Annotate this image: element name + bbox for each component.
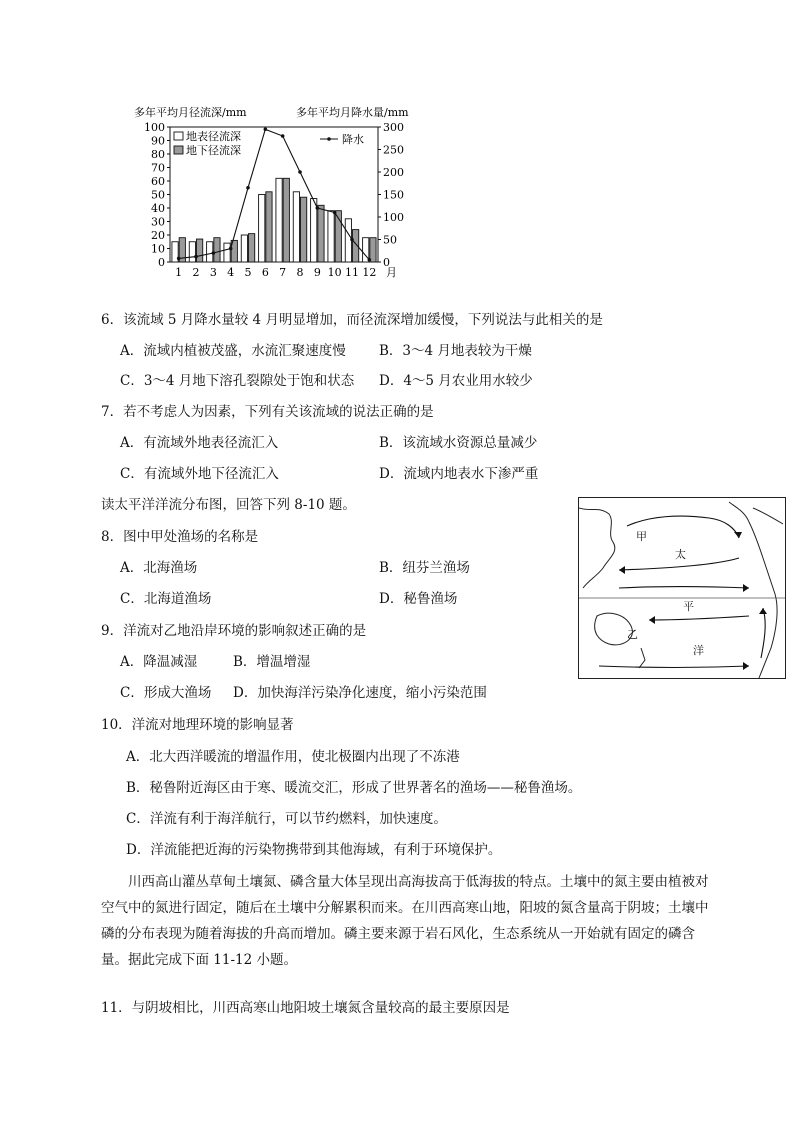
q10-option-b[interactable]: B．秘鲁附近海区由于寒、暖流交汇，形成了世界著名的渔场——秘鲁渔场。 (126, 780, 582, 796)
q10-option-c[interactable]: C．洋流有利于海洋航行，可以节约燃料，加快速度。 (126, 811, 447, 827)
bar-surface-runoff (189, 242, 195, 262)
arrow-head-6 (759, 608, 767, 614)
right-tick-label: 300 (383, 121, 404, 134)
bar-ground-runoff (197, 239, 203, 262)
q6-option-c[interactable]: C．3～4 月地下溶孔裂隙处于饱和状态 (120, 373, 355, 389)
peru-current (761, 608, 765, 658)
intro-8-10: 读太平洋洋流分布图，回答下列 8-10 题。 (101, 497, 356, 513)
precipitation-point (212, 251, 216, 255)
left-tick-label: 0 (158, 256, 165, 269)
left-tick-label: 100 (144, 121, 165, 134)
left-tick-label: 50 (151, 188, 165, 202)
alaska-coast (753, 508, 783, 524)
q7-option-c[interactable]: C．有流域外地下径流汇入 (120, 466, 279, 482)
bar-ground-runoff (283, 178, 289, 262)
runoff-precipitation-chart (120, 100, 420, 300)
legend-swatch-surface (174, 132, 183, 140)
x-tick-label: 1 (175, 266, 183, 279)
q11-stem: 11．与阴坡相比，川西高寒山地阳坡土壤氮含量较高的最主要原因是 (101, 1000, 510, 1016)
precipitation-point (368, 258, 372, 262)
x-tick-label: 8 (296, 266, 304, 279)
precipitation-point (246, 186, 250, 190)
left-tick-label: 80 (151, 148, 165, 161)
left-tick-label: 30 (151, 215, 165, 229)
passage-11-12: 川西高山灌丛草甸土壤氮、磷含量大体呈现出高海拔高于低海拔的特点。土壤中的氮主要由植被对空气中的氮进行固定，随后在土壤中分解累积而来。在川西高寒山地，阳坡的氮含量高于阴坡；土壤中磷的分布表现为随着海拔的升高而增加。磷主要来源于岩石风化，生态系统从一开始就有固定的磷含量。据此完成下面 11-12 小题。 (101, 874, 709, 968)
right-axis-label: 多年平均月降水量/mm (296, 106, 409, 119)
arrow-head-4 (649, 616, 655, 624)
q8-option-b[interactable]: B．纽芬兰渔场 (379, 560, 470, 576)
bar-surface-runoff (207, 242, 213, 262)
arrow-head-2 (619, 566, 625, 574)
arrow-head-3 (743, 584, 749, 592)
bar-surface-runoff (293, 192, 299, 262)
left-axis-label: 多年平均月径流深/mm (134, 106, 247, 119)
americas-coast (729, 502, 777, 678)
q8-stem: 8．图中甲处渔场的名称是 (101, 529, 259, 545)
map-label-ping: 平 (683, 600, 694, 613)
q7-stem: 7．若不考虑人为因素，下列有关该流域的说法正确的是 (101, 404, 434, 420)
bar-surface-runoff (328, 211, 334, 262)
legend-ground-label: 地下径流深 (186, 144, 241, 157)
map-svg (579, 498, 785, 678)
map-label-yi: 乙 (627, 628, 638, 641)
bar-surface-runoff (276, 178, 282, 262)
bar-ground-runoff (370, 238, 376, 262)
precipitation-point (316, 206, 320, 210)
right-tick-label: 50 (383, 233, 397, 247)
left-tick-label: 20 (151, 229, 165, 242)
q10-option-a[interactable]: A．北大西洋暖流的增温作用，使北极圈内出现了不冻港 (126, 749, 460, 765)
bar-ground-runoff (266, 192, 272, 262)
q8-option-c[interactable]: C．北海道渔场 (120, 591, 212, 607)
q6-option-d[interactable]: D．4～5 月农业用水较少 (379, 373, 533, 389)
right-tick-label: 200 (383, 166, 404, 179)
precipitation-point (229, 247, 233, 251)
left-tick-label: 70 (151, 161, 165, 175)
south-equatorial-current (649, 616, 749, 620)
bar-surface-runoff (241, 235, 247, 262)
q7-option-d[interactable]: D．流域内地表水下渗严重 (379, 466, 539, 482)
precipitation-point (350, 238, 354, 242)
right-tick-label: 250 (383, 143, 404, 157)
precipitation-point (298, 170, 302, 174)
x-tick-label: 3 (209, 266, 217, 279)
left-tick-label: 40 (151, 202, 165, 215)
q7-option-a[interactable]: A．有流域外地表径流汇入 (120, 435, 279, 451)
q6-option-a[interactable]: A．流域内植被茂盛，水流汇聚速度慢 (120, 343, 346, 359)
bar-ground-runoff (301, 197, 307, 262)
chart-svg (120, 100, 420, 300)
precipitation-point (264, 127, 268, 131)
x-tick-label: 2 (192, 266, 200, 279)
q9-option-a[interactable]: A．降温减湿 (120, 654, 198, 670)
x-tick-label: 10 (327, 266, 342, 279)
precipitation-point (333, 211, 337, 215)
q9-stem: 9．洋流对乙地沿岸环境的影响叙述正确的是 (101, 623, 367, 639)
bar-surface-runoff (224, 243, 230, 262)
precipitation-point (281, 134, 285, 138)
left-tick-label: 60 (151, 175, 165, 188)
x-tick-label: 12 (362, 266, 377, 279)
bar-ground-runoff (249, 234, 255, 262)
map-label-jia: 甲 (636, 530, 647, 543)
q7-option-b[interactable]: B．该流域水资源总量减少 (379, 435, 538, 451)
arrow-head-5 (743, 662, 749, 670)
bar-surface-runoff (259, 195, 265, 263)
x-tick-label: 6 (261, 266, 269, 279)
asia-coast (579, 508, 615, 588)
legend-rain-label: 降水 (342, 133, 364, 146)
map-label-tai: 太 (675, 548, 686, 561)
bar-ground-runoff (318, 205, 324, 262)
west-wind-drift (599, 666, 749, 668)
precipitation-point (177, 257, 181, 261)
arrow-head-1 (734, 532, 742, 538)
left-tick-label: 90 (151, 134, 165, 148)
q10-option-d[interactable]: D．洋流能把近海的污染物携带到其他海域，有利于环境保护。 (126, 842, 502, 858)
right-tick-label: 100 (383, 211, 404, 224)
x-tick-label: 7 (279, 266, 287, 279)
q8-option-d[interactable]: D．秘鲁渔场 (379, 591, 458, 607)
pacific-current-map (578, 497, 786, 679)
precipitation-point (194, 255, 198, 259)
x-tick-label: 9 (313, 266, 321, 279)
q10-stem: 10．洋流对地理环境的影响显著 (101, 717, 294, 733)
x-axis-unit: 月 (386, 266, 397, 279)
q6-option-b[interactable]: B．3～4 月地表较为干燥 (379, 343, 532, 359)
q6-stem: 6．该流域 5 月降水量较 4 月明显增加，而径流深增加缓慢，下列说法与此相关的是 (101, 312, 603, 328)
left-tick-label: 10 (151, 242, 165, 256)
q8-option-a[interactable]: A．北海渔场 (120, 560, 198, 576)
legend-surface-label: 地表径流深 (186, 130, 241, 143)
new-zealand (639, 648, 645, 668)
q9-option-c[interactable]: C．形成大渔场 (120, 685, 212, 701)
bar-ground-runoff (214, 238, 220, 262)
right-tick-label: 150 (383, 188, 404, 202)
x-tick-label: 5 (244, 266, 252, 279)
q9-option-d[interactable]: D．加快海洋污染净化速度，缩小污染范围 (233, 685, 487, 701)
legend-rain-point (327, 137, 331, 141)
equatorial-countercurrent (619, 587, 749, 589)
map-label-yang: 洋 (693, 644, 704, 657)
right-tick-label: 0 (383, 256, 390, 269)
legend-swatch-ground (174, 146, 183, 154)
x-tick-label: 4 (227, 266, 235, 279)
q9-option-b[interactable]: B．增温增湿 (233, 654, 311, 670)
x-tick-label: 11 (345, 266, 359, 279)
